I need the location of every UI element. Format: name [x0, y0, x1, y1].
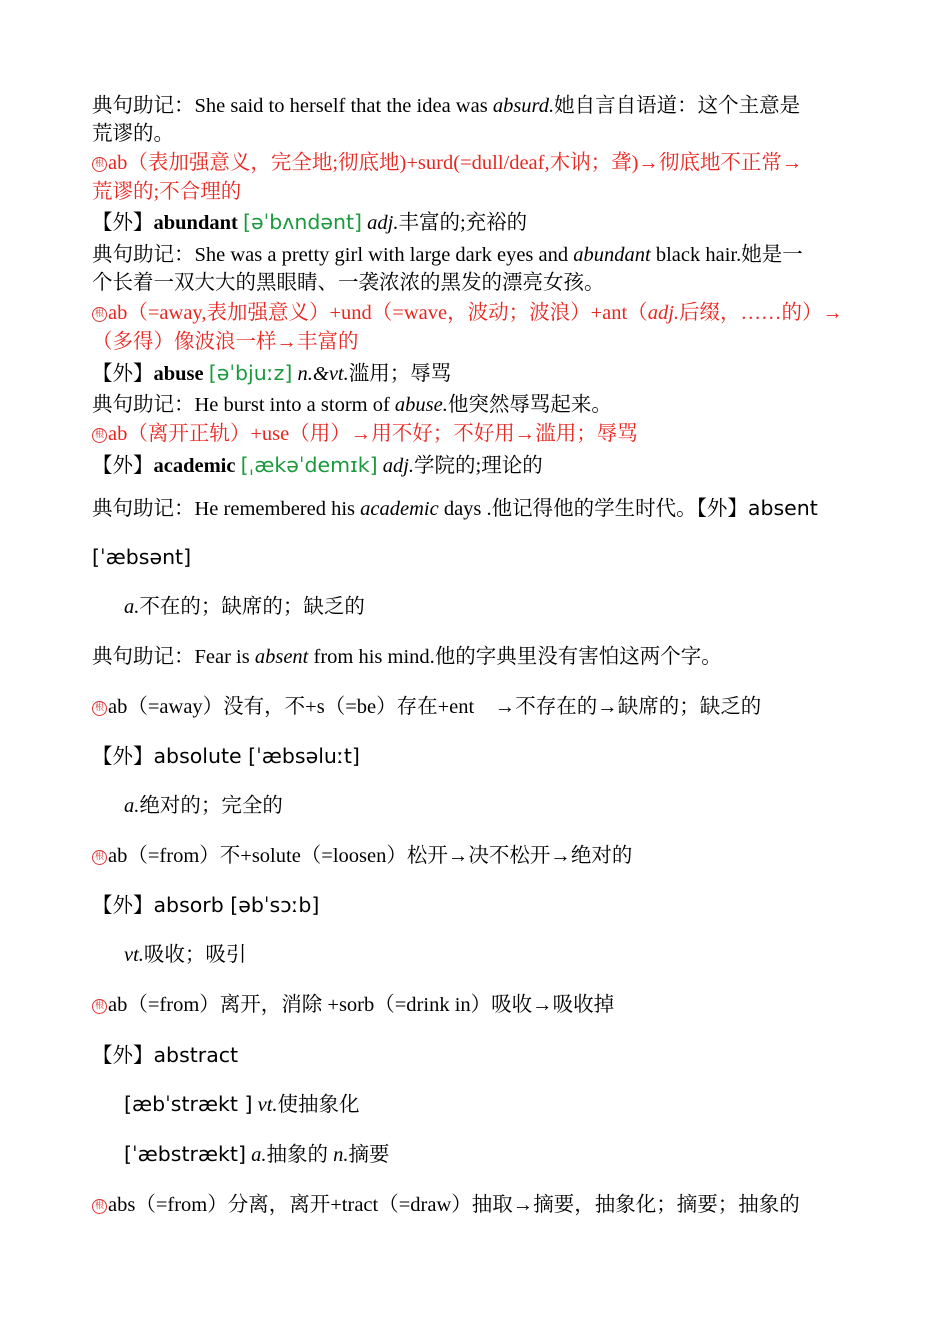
root-icon: 根	[92, 850, 107, 865]
entry-absolute: 【外】absolute [ˈæbsəluːt]	[92, 744, 360, 768]
meaning-absent: a.不在的；缺席的；缺乏的	[124, 596, 365, 618]
etymology-absurd-cont: 荒谬的;不合理的	[92, 181, 242, 203]
meaning-absorb: vt.吸收；吸引	[124, 944, 247, 966]
example-absent: 典句助记：Fear is absent from his mind.他的字典里没有害怕这两个字。	[92, 646, 722, 668]
meaning-abstract-adj: [ˈæbstrækt] a.抽象的 n.摘要	[124, 1142, 390, 1166]
meaning-absolute: a.绝对的；完全的	[124, 795, 283, 817]
etymology-absorb: 根 ab（=from）离开，消除 +sorb（=drink in）吸收→吸收掉	[92, 991, 614, 1020]
root-icon: 根	[92, 701, 107, 716]
phonetic-absent: [ˈæbsənt]	[92, 545, 192, 569]
example-abuse: 典句助记：He burst into a storm of abuse.他突然辱骂起来。	[92, 394, 612, 416]
entry-absorb: 【外】absorb [əbˈsɔːb]	[92, 893, 320, 917]
root-icon: 根	[92, 1199, 107, 1214]
entry-abuse: 【外】abuse [əˈbjuːz] n.&vt.滥用；辱骂	[92, 361, 452, 385]
root-icon: 根	[92, 999, 107, 1014]
etymology-absent: 根 ab（=away）没有，不+s（=be）存在+ent →不存在的→缺席的；缺乏的	[92, 693, 761, 722]
example-academic: 典句助记：He remembered his academic days .他记得他的学生时代。【外】absent	[92, 496, 818, 520]
etymology-abstract: 根 abs（=from）分离，离开+tract（=draw）抽取→摘要，抽象化；摘要；抽象的	[92, 1191, 800, 1220]
etymology-absurd: 根 ab（表加强意义，完全地;彻底地)+surd(=dull/deaf,木讷；聋)→彻底地不正常→	[92, 149, 802, 178]
entry-academic: 【外】academic [ˌækəˈdemɪk] adj.学院的;理论的	[92, 453, 543, 477]
example-abundant-cont: 个长着一双大大的黑眼睛、一袭浓浓的黑发的漂亮女孩。	[92, 272, 605, 294]
example-absurd: 典句助记：She said to herself that the idea was absurd.她自言自语道：这个主意是	[92, 95, 801, 117]
example-absurd-cont: 荒谬的。	[92, 123, 174, 145]
root-icon: 根	[92, 307, 107, 322]
meaning-abstract-verb: [æbˈstrækt ] vt.使抽象化	[124, 1092, 360, 1116]
etymology-absolute: 根 ab（=from）不+solute（=loosen）松开→决不松开→绝对的	[92, 842, 632, 871]
entry-abundant: 【外】abundant [əˈbʌndənt] adj.丰富的;充裕的	[92, 210, 528, 234]
etymology-abuse: 根 ab（离开正轨）+use（用）→用不好；不好用→滥用；辱骂	[92, 420, 638, 449]
example-abundant: 典句助记：She was a pretty girl with large dark eyes and abundant black hair.她是一	[92, 244, 803, 266]
root-icon: 根	[92, 428, 107, 443]
etymology-abundant-cont: （多得）像波浪一样→丰富的	[92, 331, 359, 353]
root-icon: 根	[92, 157, 107, 172]
etymology-abundant: 根 ab（=away,表加强意义）+und（=wave，波动；波浪）+ant（adj.后缀，……的）→	[92, 299, 843, 328]
entry-abstract: 【外】abstract	[92, 1043, 239, 1067]
